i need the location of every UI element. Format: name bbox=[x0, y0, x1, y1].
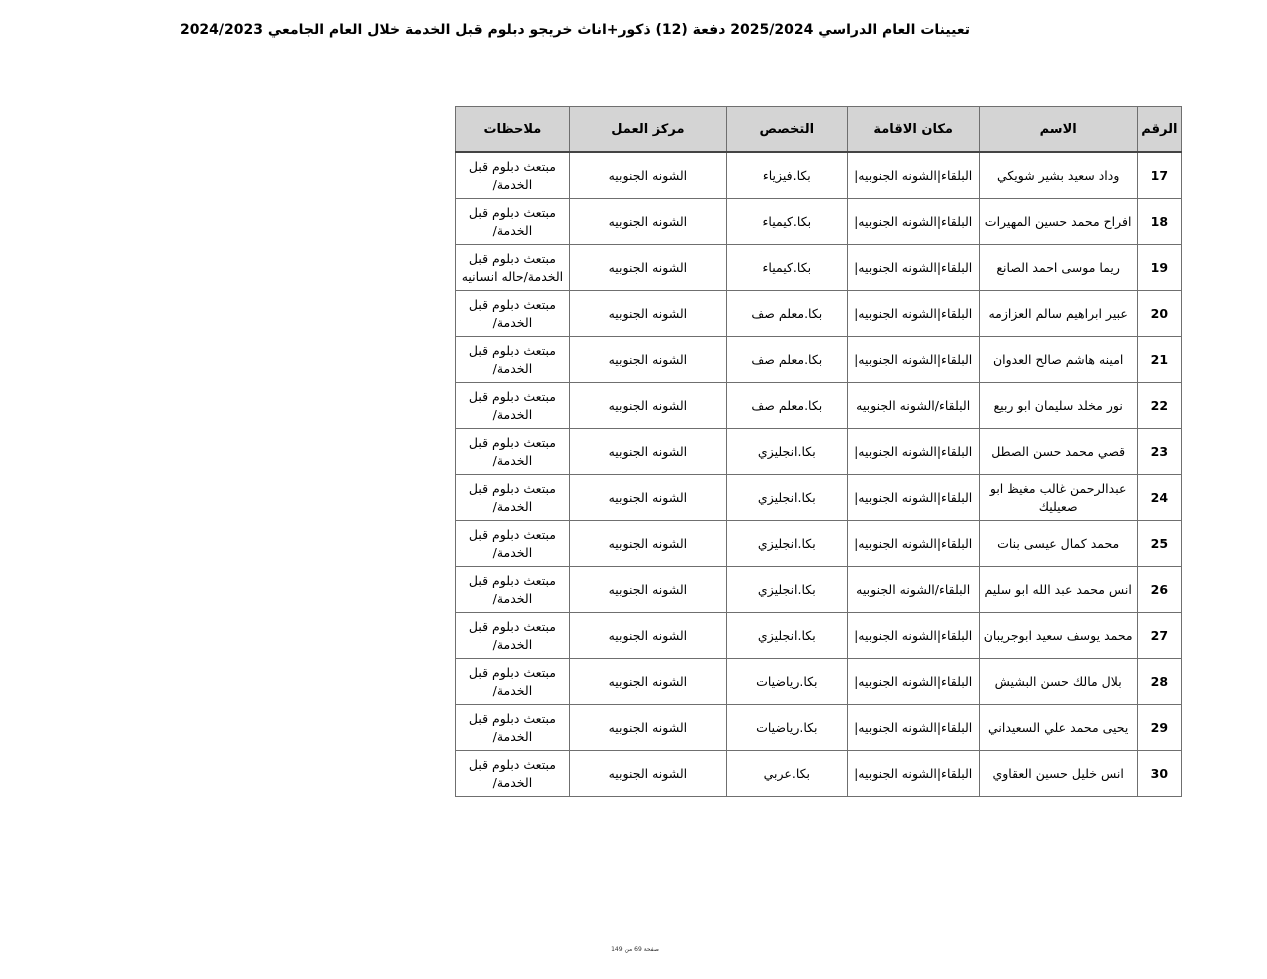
cell-specialty: بكا.معلم صف bbox=[726, 291, 847, 337]
cell-name: يحيى محمد علي السعيداني bbox=[979, 705, 1137, 751]
header-residence: مكان الاقامة bbox=[847, 107, 979, 153]
appointments-table bbox=[455, 106, 1182, 797]
cell-name: امينه هاشم صالح العدوان bbox=[979, 337, 1137, 383]
cell-num: 27 bbox=[1137, 613, 1181, 659]
cell-name: عبدالرحمن غالب مغيظ ابو صعيليك bbox=[979, 475, 1137, 521]
cell-name: عبير ابراهيم سالم العزازمه bbox=[979, 291, 1137, 337]
cell-name: انس محمد عبد الله ابو سليم bbox=[979, 567, 1137, 613]
cell-num: 30 bbox=[1137, 751, 1181, 797]
table-row bbox=[456, 337, 1182, 383]
cell-specialty: بكا.كيمياء bbox=[726, 245, 847, 291]
table-row bbox=[456, 245, 1182, 291]
cell-residence: البلقاء|الشونه الجنوبيه| bbox=[847, 199, 979, 245]
cell-notes: مبتعث دبلوم قبل الخدمة/ bbox=[456, 337, 570, 383]
cell-name: وداد سعيد بشير شويكي bbox=[979, 152, 1137, 199]
table-row bbox=[456, 705, 1182, 751]
cell-num: 29 bbox=[1137, 705, 1181, 751]
cell-name: بلال مالك حسن البشيش bbox=[979, 659, 1137, 705]
cell-specialty: بكا.معلم صف bbox=[726, 383, 847, 429]
cell-residence: البلقاء|الشونه الجنوبيه| bbox=[847, 613, 979, 659]
cell-residence: البلقاء|الشونه الجنوبيه| bbox=[847, 705, 979, 751]
cell-specialty: بكا.انجليزي bbox=[726, 613, 847, 659]
cell-residence: البلقاء|الشونه الجنوبيه| bbox=[847, 291, 979, 337]
cell-work-center: الشونه الجنوبيه bbox=[569, 659, 726, 705]
table-header-row bbox=[456, 107, 1182, 153]
table-row bbox=[456, 152, 1182, 199]
cell-num: 24 bbox=[1137, 475, 1181, 521]
cell-name: انس خليل حسين العقاوي bbox=[979, 751, 1137, 797]
cell-work-center: الشونه الجنوبيه bbox=[569, 613, 726, 659]
cell-specialty: بكا.معلم صف bbox=[726, 337, 847, 383]
cell-name: قصي محمد حسن الصطل bbox=[979, 429, 1137, 475]
cell-work-center: الشونه الجنوبيه bbox=[569, 429, 726, 475]
cell-specialty: بكا.عربي bbox=[726, 751, 847, 797]
header-notes: ملاحظات bbox=[456, 107, 570, 153]
page-footer: صفحة 69 من 149 bbox=[611, 946, 659, 953]
cell-residence: البلقاء|الشونه الجنوبيه| bbox=[847, 521, 979, 567]
table-row bbox=[456, 291, 1182, 337]
page-title: تعيينات العام الدراسي 2025/2024 دفعة (12) ذكور+اناث خريجو دبلوم قبل الخدمة خلال العام الجامعي 2024/2023 bbox=[179, 22, 970, 38]
cell-residence: البلقاء|الشونه الجنوبيه| bbox=[847, 751, 979, 797]
cell-residence: البلقاء|الشونه الجنوبيه| bbox=[847, 659, 979, 705]
cell-specialty: بكا.انجليزي bbox=[726, 429, 847, 475]
header-name: الاسم bbox=[979, 107, 1137, 153]
cell-notes: مبتعث دبلوم قبل الخدمة/ bbox=[456, 613, 570, 659]
cell-residence: البلقاء|الشونه الجنوبيه| bbox=[847, 429, 979, 475]
cell-notes: مبتعث دبلوم قبل الخدمة/ bbox=[456, 521, 570, 567]
cell-notes: مبتعث دبلوم قبل الخدمة/ bbox=[456, 199, 570, 245]
cell-work-center: الشونه الجنوبيه bbox=[569, 705, 726, 751]
cell-residence: البلقاء|الشونه الجنوبيه| bbox=[847, 475, 979, 521]
table-row bbox=[456, 567, 1182, 613]
cell-notes: مبتعث دبلوم قبل الخدمة/حاله انسانيه bbox=[456, 245, 570, 291]
cell-num: 20 bbox=[1137, 291, 1181, 337]
cell-work-center: الشونه الجنوبيه bbox=[569, 475, 726, 521]
cell-num: 25 bbox=[1137, 521, 1181, 567]
cell-name: محمد كمال عيسى بنات bbox=[979, 521, 1137, 567]
cell-notes: مبتعث دبلوم قبل الخدمة/ bbox=[456, 705, 570, 751]
cell-num: 21 bbox=[1137, 337, 1181, 383]
cell-work-center: الشونه الجنوبيه bbox=[569, 337, 726, 383]
cell-residence: البلقاء/الشونه الجنوبيه bbox=[847, 567, 979, 613]
cell-work-center: الشونه الجنوبيه bbox=[569, 291, 726, 337]
cell-specialty: بكا.فيزياء bbox=[726, 152, 847, 199]
cell-specialty: بكا.كيمياء bbox=[726, 199, 847, 245]
cell-residence: البلقاء|الشونه الجنوبيه| bbox=[847, 152, 979, 199]
table-row bbox=[456, 659, 1182, 705]
cell-work-center: الشونه الجنوبيه bbox=[569, 521, 726, 567]
cell-num: 17 bbox=[1137, 152, 1181, 199]
table-row bbox=[456, 751, 1182, 797]
cell-notes: مبتعث دبلوم قبل الخدمة/ bbox=[456, 429, 570, 475]
table-row bbox=[456, 383, 1182, 429]
table-row bbox=[456, 199, 1182, 245]
cell-notes: مبتعث دبلوم قبل الخدمة/ bbox=[456, 659, 570, 705]
cell-specialty: بكا.انجليزي bbox=[726, 521, 847, 567]
cell-work-center: الشونه الجنوبيه bbox=[569, 567, 726, 613]
cell-work-center: الشونه الجنوبيه bbox=[569, 152, 726, 199]
table-row bbox=[456, 521, 1182, 567]
header-specialty: التخصص bbox=[726, 107, 847, 153]
cell-notes: مبتعث دبلوم قبل الخدمة/ bbox=[456, 291, 570, 337]
cell-num: 19 bbox=[1137, 245, 1181, 291]
cell-notes: مبتعث دبلوم قبل الخدمة/ bbox=[456, 475, 570, 521]
cell-name: نور مخلد سليمان ابو ربيع bbox=[979, 383, 1137, 429]
cell-notes: مبتعث دبلوم قبل الخدمة/ bbox=[456, 751, 570, 797]
cell-work-center: الشونه الجنوبيه bbox=[569, 383, 726, 429]
cell-name: محمد يوسف سعيد ابوجريبان bbox=[979, 613, 1137, 659]
table-body bbox=[456, 152, 1182, 797]
table-row bbox=[456, 429, 1182, 475]
cell-specialty: بكا.انجليزي bbox=[726, 567, 847, 613]
cell-work-center: الشونه الجنوبيه bbox=[569, 751, 726, 797]
cell-specialty: بكا.رياضيات bbox=[726, 659, 847, 705]
cell-notes: مبتعث دبلوم قبل الخدمة/ bbox=[456, 152, 570, 199]
table-row bbox=[456, 475, 1182, 521]
cell-specialty: بكا.انجليزي bbox=[726, 475, 847, 521]
cell-num: 23 bbox=[1137, 429, 1181, 475]
cell-notes: مبتعث دبلوم قبل الخدمة/ bbox=[456, 383, 570, 429]
cell-name: افراح محمد حسين المهيرات bbox=[979, 199, 1137, 245]
cell-name: ريما موسى احمد الصانع bbox=[979, 245, 1137, 291]
cell-num: 26 bbox=[1137, 567, 1181, 613]
header-work-center: مركز العمل bbox=[569, 107, 726, 153]
cell-specialty: بكا.رياضيات bbox=[726, 705, 847, 751]
cell-residence: البلقاء|الشونه الجنوبيه| bbox=[847, 245, 979, 291]
cell-num: 18 bbox=[1137, 199, 1181, 245]
cell-num: 28 bbox=[1137, 659, 1181, 705]
cell-residence: البلقاء|الشونه الجنوبيه| bbox=[847, 337, 979, 383]
header-num: الرقم bbox=[1137, 107, 1181, 153]
cell-work-center: الشونه الجنوبيه bbox=[569, 245, 726, 291]
cell-num: 22 bbox=[1137, 383, 1181, 429]
table-row bbox=[456, 613, 1182, 659]
cell-notes: مبتعث دبلوم قبل الخدمة/ bbox=[456, 567, 570, 613]
cell-residence: البلقاء/الشونه الجنوبيه bbox=[847, 383, 979, 429]
cell-work-center: الشونه الجنوبيه bbox=[569, 199, 726, 245]
